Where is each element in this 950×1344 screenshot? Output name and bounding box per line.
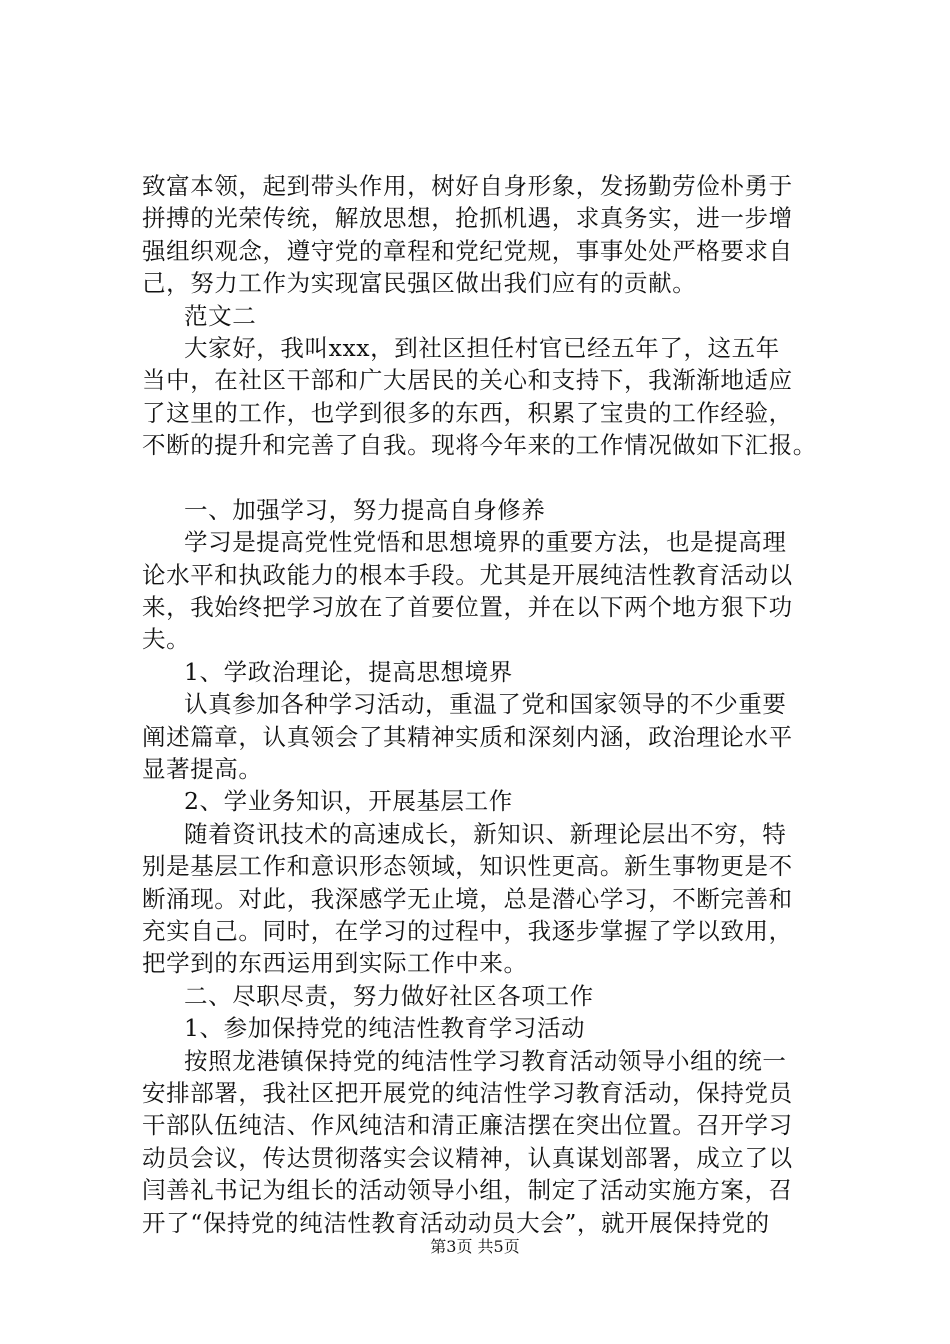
- text-line: 显著提高。: [142, 755, 263, 784]
- text-line: 1、参加保持党的纯洁性教育学习活动: [184, 1014, 586, 1043]
- text-line: 闫善礼书记为组长的活动领导小组，制定了活动实施方案，召: [142, 1176, 793, 1205]
- text-line: 动员会议，传达贯彻落实会议精神，认真谋划部署，成立了以: [142, 1143, 793, 1172]
- text-line: 别是基层工作和意识形态领域，知识性更高。新生事物更是不: [142, 852, 793, 881]
- page-footer: 第3页 共5页: [430, 1237, 520, 1256]
- text-line: 不断的提升和完善了自我。现将今年来的工作情况做如下汇报。: [142, 431, 817, 460]
- text-line: 开了“保持党的纯洁性教育活动动员大会”，就开展保持党的: [142, 1208, 770, 1237]
- text-line: 夫。: [142, 625, 191, 654]
- text-line: 了这里的工作，也学到很多的东西，积累了宝贵的工作经验，: [142, 398, 793, 427]
- text-line: 1、学政治理论，提高思想境界: [184, 657, 513, 686]
- document-body: [142, 170, 842, 1239]
- text-line: 论水平和执政能力的根本手段。尤其是开展纯洁性教育活动以: [142, 560, 793, 589]
- text-line: 己，努力工作为实现富民强区做出我们应有的贡献。: [142, 269, 697, 298]
- text-line: 强组织观念，遵守党的章程和党纪党规，事事处处严格要求自: [142, 236, 793, 265]
- text-line: 2、学业务知识，开展基层工作: [184, 787, 513, 816]
- text-line: 干部队伍纯洁、作风纯洁和清正廉洁摆在突出位置。召开学习: [142, 1111, 793, 1140]
- text-line: 安排部署，我社区把开展党的纯洁性学习教育活动，保持党员: [142, 1078, 793, 1107]
- text-line: 认真参加各种学习活动，重温了党和国家领导的不少重要: [184, 690, 787, 719]
- blank-line: [142, 462, 842, 494]
- text-line: 学习是提高党性党悟和思想境界的重要方法，也是提高理: [184, 528, 787, 557]
- text-line: 来，我始终把学习放在了首要位置，并在以下两个地方狠下功: [142, 593, 793, 622]
- text-line: 大家好，我叫xxx，到社区担任村官已经五年了，这五年: [184, 333, 780, 362]
- text-line: 按照龙港镇保持党的纯洁性学习教育活动领导小组的统一: [184, 1046, 787, 1075]
- text-line: 一、加强学习，努力提高自身修养: [184, 495, 546, 524]
- text-line: 拼搏的光荣传统，解放思想，抢抓机遇，求真务实，进一步增: [142, 204, 793, 233]
- text-line: 充实自己。同时，在学习的过程中，我逐步掌握了学以致用，: [142, 916, 793, 945]
- text-line: 断涌现。对此，我深感学无止境，总是潜心学习，不断完善和: [142, 884, 793, 913]
- text-line: 把学到的东西运用到实际工作中来。: [142, 949, 528, 978]
- text-line: 范文二: [184, 301, 257, 330]
- text-line: 致富本领，起到带头作用，树好自身形象，发扬勤劳俭朴勇于: [142, 172, 793, 200]
- text-line: 阐述篇章，认真领会了其精神实质和深刻内涵，政治理论水平: [142, 722, 793, 751]
- text-line: 二、尽职尽责，努力做好社区各项工作: [184, 981, 594, 1010]
- text-line: 当中，在社区干部和广大居民的关心和支持下，我渐渐地适应: [142, 366, 793, 395]
- text-line: 随着资讯技术的高速成长，新知识、新理论层出不穷，特: [184, 819, 787, 848]
